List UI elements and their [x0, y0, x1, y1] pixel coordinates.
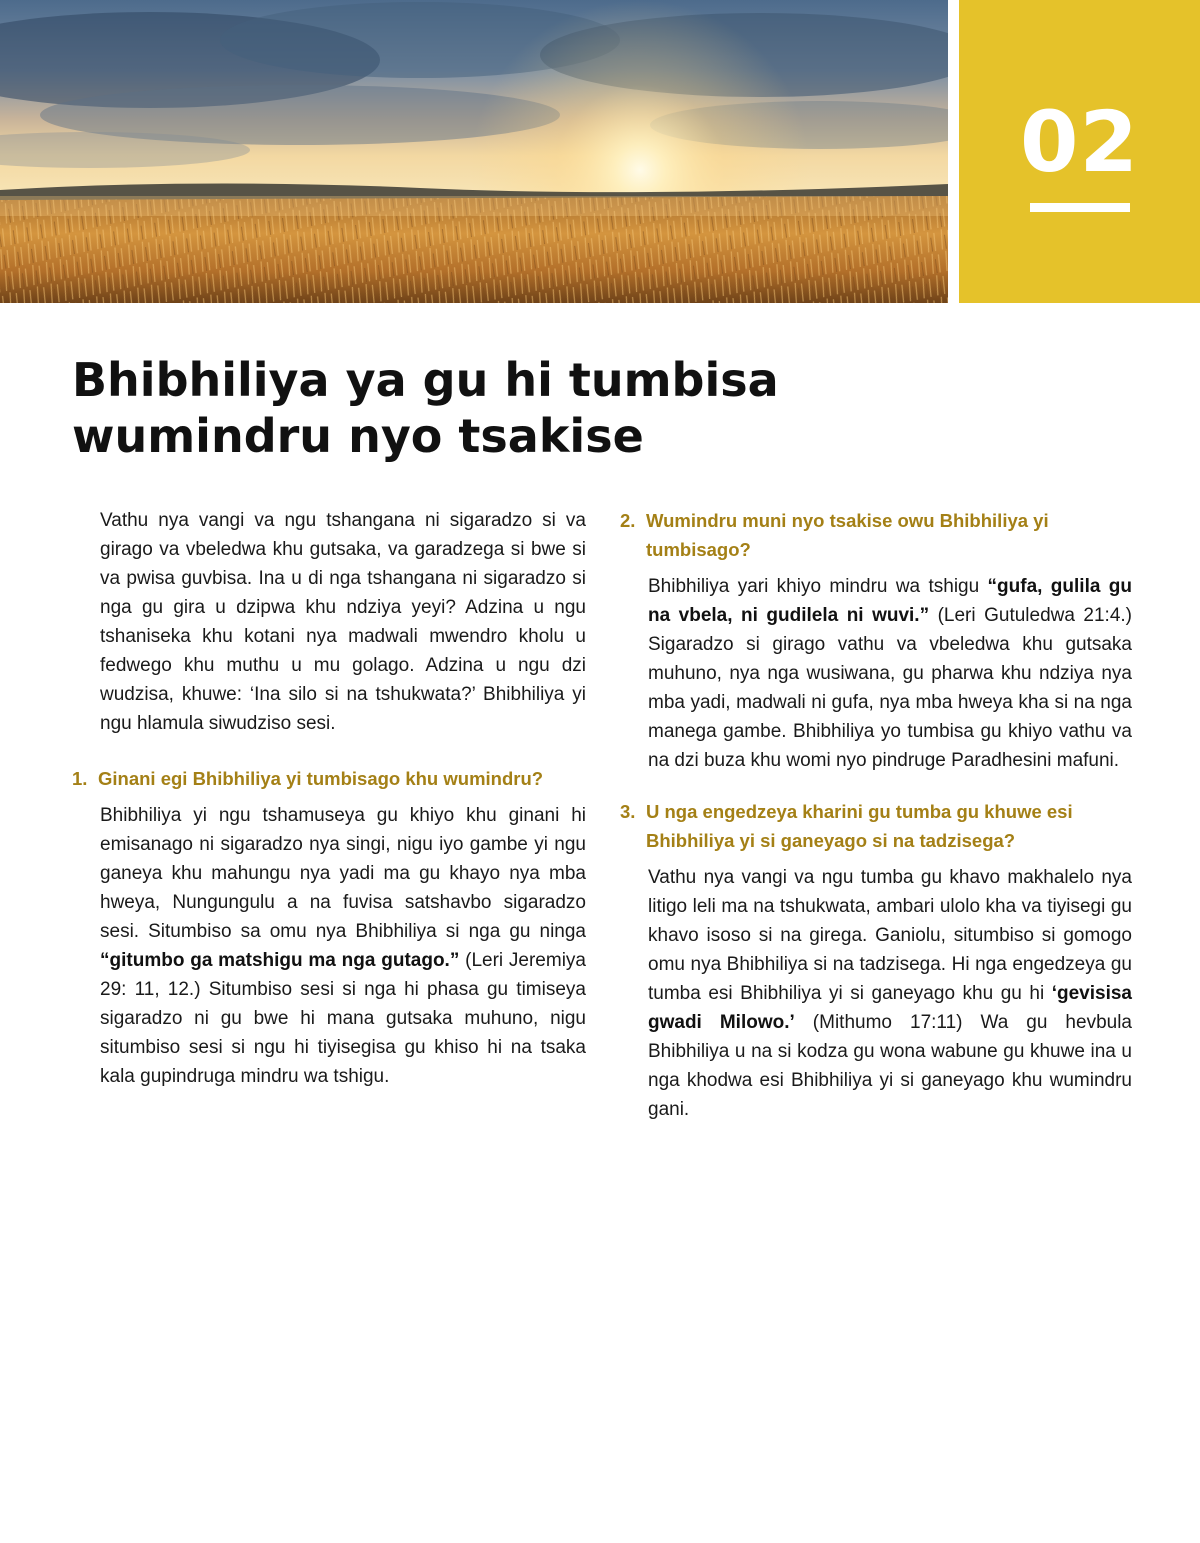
- answer-1-paragraph: Bhibhiliya yi ngu tshamuseya gu khiyo khu ginani hi emisanago ni sigaradzo nya singi, nigu iyo gambe yi ngu ganeya khu mahungu nya yadi ma gu khayo nya mba hweya, Nungungulu a na fuvisa satshavbo sigaradzo sesi. Situmbiso sa omu nya Bhibhiliya si nga gu ninga “gitumbo ga matshigu ma nga gutago.” (Leri Jeremiya 29: 11, 12.) Situmbiso sesi si nga hi phasa gu timiseya sigaradzo ni gu bwe hi mana gutsaka muhuno, nigu situmbiso sesi si ngu hi tiyisegisa gu khiso hi na tsaka kala gupindruga mindru wa tshigu.: [100, 805, 586, 1087]
- question-1-number: 1.: [72, 768, 88, 789]
- chapter-number: 02: [1020, 93, 1139, 191]
- answer-3-paragraph: Vathu nya vangi va ngu tumba gu khavo makhalelo nya litigo leli ma na tshukwata, ambari ulolo kha va tiyisegi gu khavo isoso si na girega. Ganiolu, situmbiso si gomogo omu nya Bhibhiliya si na tadzisega. Hi nga engedzeya gu tumba esi Bhibhiliya yi si ganeyago khu gu hi ‘gevisisa gwadi Milowo.’ (Mithumo 17:11) Wa gu hevbula Bhibhiliya u na si kodza gu wona wabune gu khuwe ina u nga khodwa esi Bhibhiliya yi si ganeyago khu wumindru gani.: [648, 867, 1132, 1120]
- question-1-heading: [72, 764, 586, 793]
- question-3-heading: [620, 797, 1132, 855]
- page-title: Bhibhiliya ya gu hi tumbisa wumindru nyo tsakise: [72, 353, 779, 463]
- question-2-number: 2.: [620, 510, 636, 531]
- question-2-heading: [620, 506, 1132, 564]
- answer-1-bold-quote: “gitumbo ga matshigu ma nga gutago.”: [100, 950, 460, 971]
- question-3-text: U nga engedzeya kharini gu tumba gu khuwe esi Bhibhiliya yi si ganeyago si na tadzisega?: [646, 801, 1073, 851]
- wheat-field-sunset-image: [0, 0, 948, 303]
- answer-2-paragraph: Bhibhiliya yari khiyo mindru wa tshigu “gufa, gulila gu na vbela, ni gudilela ni wuvi.” (Leri Gutuledwa 21:4.) Sigaradzo si girago vathu va vbeledwa khu gutsaka muhuno, nya nga wusiwana, gu pharwa khu ndziya nya mba yadi, madwali ni gufa, nya mba hweya kha si na nga manega gambe. Bhibhiliya yo tumbisa gu khiyo vathu va na dzi buza khu womi nyo pindruge Paradhesini mafuni.: [648, 576, 1133, 771]
- left-column: [72, 506, 586, 1091]
- right-column: [620, 506, 1132, 1124]
- hero-photo: [0, 0, 948, 303]
- question-1-text: Ginani egi Bhibhiliya yi tumbisago khu wumindru?: [98, 768, 544, 789]
- chapter-badge: [959, 0, 1200, 303]
- question-2-text: Wumindru muni nyo tsakise owu Bhibhiliya yi tumbisago?: [646, 510, 1049, 560]
- intro-paragraph: Vathu nya vangi va ngu tshangana ni sigaradzo si va girago va vbeledwa khu gutsaka, va garadzega si bwe si va pwisa guvbisa. Ina u di nga tshangana ni sigaradzo si nga gu gira u dzipwa khu ndziya yeyi? Adzina u ngu tshaniseka khu kotani nya madwali mwendro kholu u fedwego khu muthu u mu golago. Adzina u ngu dzi wudzisa, khuwe: ‘Ina silo si na tshukwata?’ Bhibhiliya yi ngu hlamula siwudziso sesi.: [100, 510, 586, 734]
- chapter-underline: [1030, 203, 1130, 212]
- answer-2-bold-quote: “gufa, gulila gu na vbela, ni gudilela ni wuvi.”: [648, 576, 1132, 626]
- answer-3-bold-quote: ‘gevisisa gwadi Milowo.’: [648, 983, 1132, 1033]
- question-3-number: 3.: [620, 801, 636, 822]
